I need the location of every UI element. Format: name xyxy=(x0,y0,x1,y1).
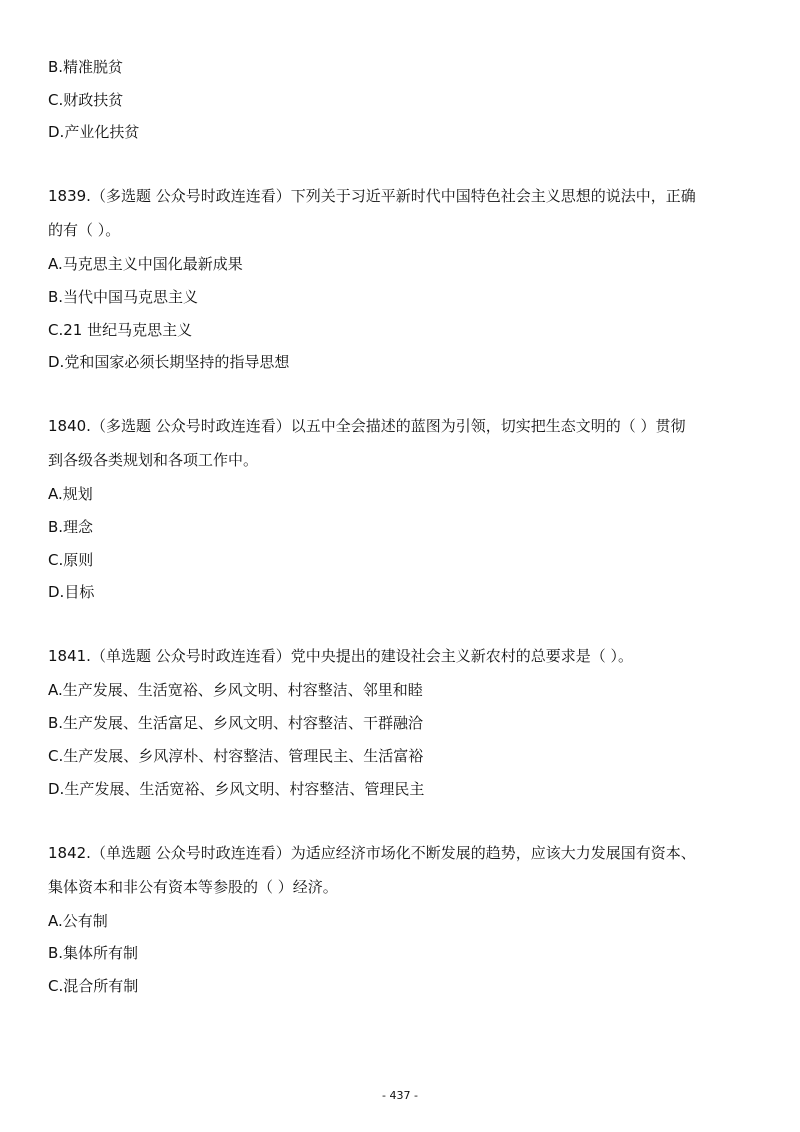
question-1839-stem-line-1: 1839.（多选题 公众号时政连连看）下列关于习近平新时代中国特色社会主义思想的说法中，正确 xyxy=(48,187,696,205)
question-1841-option-d: D.生产发展、生活宽裕、乡风文明、村容整洁、管理民主 xyxy=(48,780,425,798)
question-1841-option-b: B.生产发展、生活富足、乡风文明、村容整洁、干群融洽 xyxy=(48,714,424,732)
question-1841-option-a: A.生产发展、生活宽裕、乡风文明、村容整洁、邻里和睦 xyxy=(48,681,423,699)
question-1841-option-c: C.生产发展、乡风淳朴、村容整洁、管理民主、生活富裕 xyxy=(48,747,424,765)
question-1840-option-c: C.原则 xyxy=(48,551,94,569)
question-1839-option-a: A.马克思主义中国化最新成果 xyxy=(48,255,243,273)
question-1840-stem-line-2: 到各级各类规划和各项工作中。 xyxy=(48,451,259,469)
option-d-prev: D.产业化扶贫 xyxy=(48,123,140,141)
question-1839-stem-line-2: 的有（ ）。 xyxy=(48,221,121,239)
question-1841-stem-line-1: 1841.（单选题 公众号时政连连看）党中央提出的建设社会主义新农村的总要求是（ ）。 xyxy=(48,647,633,665)
question-1842-option-b: B.集体所有制 xyxy=(48,944,139,962)
question-1842-option-a: A.公有制 xyxy=(48,912,108,930)
question-1842-option-c: C.混合所有制 xyxy=(48,977,139,995)
option-c-prev: C.财政扶贫 xyxy=(48,91,124,109)
option-b-prev: B.精准脱贫 xyxy=(48,58,124,76)
question-1840-stem-line-1: 1840.（多选题 公众号时政连连看）以五中全会描述的蓝图为引领，切实把生态文明的（ ）贯彻 xyxy=(48,417,686,435)
page-number: - 437 - xyxy=(382,1089,418,1102)
question-1842-stem-line-1: 1842.（单选题 公众号时政连连看）为适应经济市场化不断发展的趋势，应该大力发展国有资本、 xyxy=(48,844,696,862)
question-1839-option-c: C.21 世纪马克思主义 xyxy=(48,321,193,339)
question-1840-option-a: A.规划 xyxy=(48,485,93,503)
question-1839-option-b: B.当代中国马克思主义 xyxy=(48,288,199,306)
question-1840-option-b: B.理念 xyxy=(48,518,94,536)
question-1842-stem-line-2: 集体资本和非公有资本等参股的（ ）经济。 xyxy=(48,878,338,896)
question-1839-option-d: D.党和国家必须长期坚持的指导思想 xyxy=(48,353,290,371)
question-1840-option-d: D.目标 xyxy=(48,583,95,601)
